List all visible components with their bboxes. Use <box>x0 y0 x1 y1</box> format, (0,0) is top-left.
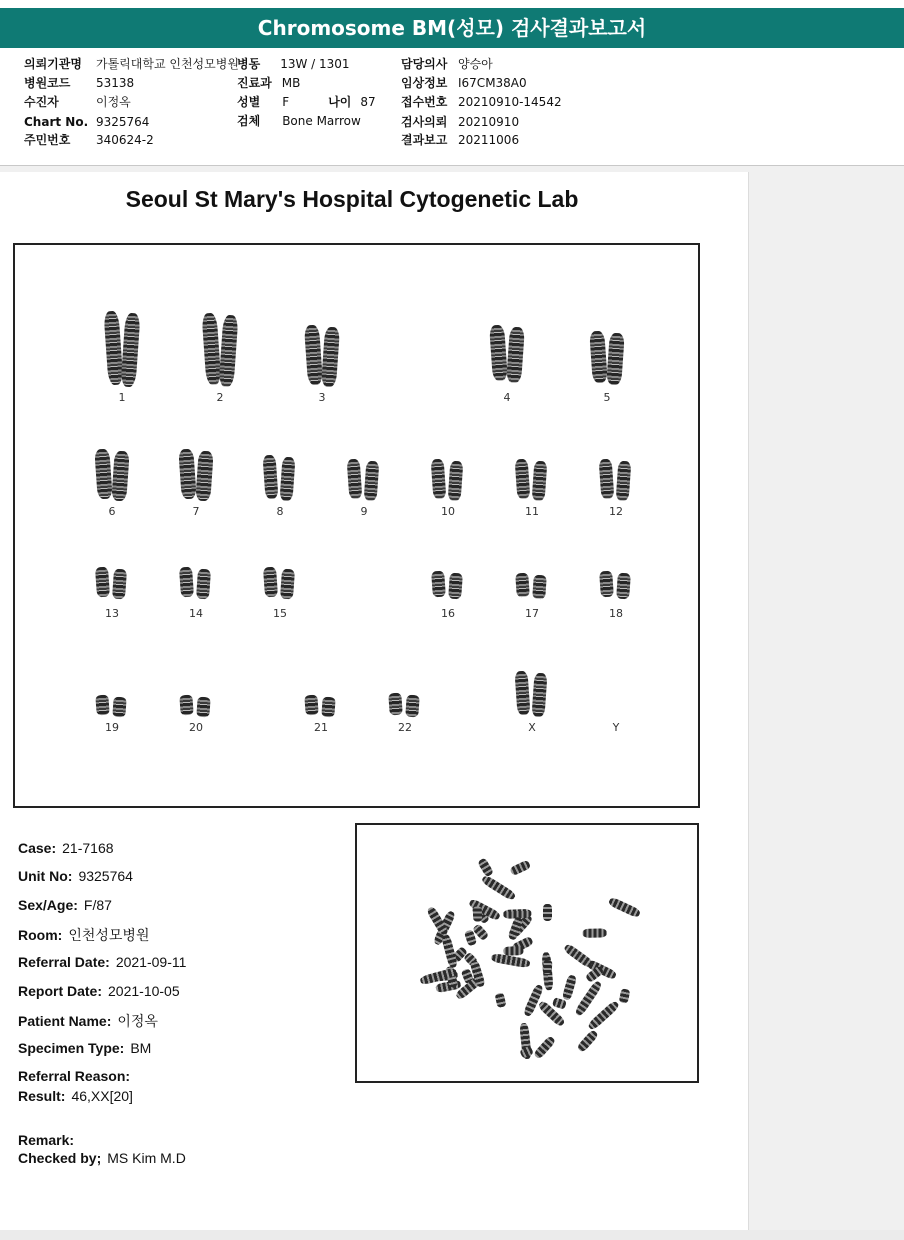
report-field-value: BM <box>130 1040 152 1056</box>
chromosome-label: 5 <box>603 391 611 404</box>
header-value: I67CM38A0 <box>458 76 527 90</box>
header-value: 20210910 <box>458 115 520 129</box>
metaphase-chromosome <box>573 979 602 1016</box>
chromosome <box>532 575 547 600</box>
report-field-value: 인천성모병원 <box>68 927 150 943</box>
report-field-value: 2021-10-05 <box>108 983 180 999</box>
chromosome <box>179 695 193 716</box>
metaphase-chromosome <box>522 984 544 1018</box>
chromosome-label: 22 <box>398 721 412 734</box>
chromosome-pair-22 <box>387 693 423 717</box>
report-field-value: F/87 <box>83 897 112 913</box>
chromosome-pair-15 <box>262 567 298 599</box>
chromosome <box>347 459 363 500</box>
chromosome-pair-13 <box>94 567 130 599</box>
chromosome <box>388 693 403 716</box>
metaphase-chromosome <box>495 992 507 1008</box>
chromosome-label: X <box>528 721 536 734</box>
header-value: F <box>282 95 290 109</box>
report-field <box>18 1011 158 1031</box>
chromosome <box>279 457 295 502</box>
chromosome-label: 3 <box>318 391 326 404</box>
header-value: 20211006 <box>458 133 520 147</box>
chromosome-pair-21 <box>303 695 339 717</box>
metaphase-chromosome <box>542 960 552 975</box>
metaphase-image <box>355 823 699 1083</box>
top-strip <box>0 0 904 8</box>
chromosome <box>179 567 194 598</box>
chromosome-label: Y <box>612 721 620 734</box>
report-field-label: Remark: <box>18 1132 75 1148</box>
chromosome <box>304 325 323 386</box>
header-report-date <box>401 131 519 149</box>
report-field-label: Room: <box>18 927 63 943</box>
chromosome-pair-X <box>514 671 550 717</box>
chromosome-pair-16 <box>430 571 466 599</box>
header-label: 병동 <box>237 57 261 71</box>
report-field-label: Case: <box>18 840 57 856</box>
report-field-label: Sex/Age: <box>18 897 78 913</box>
chromosome-label: 17 <box>525 607 539 620</box>
report-field <box>18 925 149 945</box>
report-field <box>18 897 112 913</box>
metaphase-chromosome <box>608 896 642 918</box>
header-value: Bone Marrow <box>282 114 361 128</box>
page-title: Chromosome BM(성모) 검사결과보고서 <box>0 8 904 48</box>
chromosome-pair-10 <box>430 459 466 501</box>
report-field-label: Report Date: <box>18 983 103 999</box>
chromosome-label: 19 <box>105 721 119 734</box>
chromosome-label: 2 <box>216 391 224 404</box>
metaphase-chromosome <box>473 907 483 922</box>
report-field <box>18 1150 186 1166</box>
chromosome <box>589 331 608 384</box>
chromosome <box>263 567 278 598</box>
chromosome <box>95 567 110 598</box>
header-value: MB <box>281 76 301 90</box>
chromosome-pair-5 <box>589 331 625 385</box>
chromosome <box>112 697 126 718</box>
chromosome <box>94 449 112 500</box>
chromosome-label: 15 <box>273 607 287 620</box>
header-label: 결과보고 <box>401 133 448 147</box>
chromosome-label: 13 <box>105 607 119 620</box>
chromosome <box>515 573 530 598</box>
chromosome-label: 6 <box>108 505 116 518</box>
chromosome <box>616 461 632 502</box>
chromosome <box>112 569 127 600</box>
header-value: 9325764 <box>96 115 150 129</box>
chromosome <box>599 459 615 500</box>
header-label: 검사의뢰 <box>401 115 448 129</box>
metaphase-chromosome <box>576 1029 599 1053</box>
chromosome <box>304 695 318 716</box>
bottom-strip <box>0 1230 904 1240</box>
header-value: 13W / 1301 <box>280 57 350 71</box>
report-field-label: Unit No: <box>18 868 73 884</box>
report-field <box>18 954 186 970</box>
header-accession-no <box>401 93 562 111</box>
chromosome-pair-19 <box>94 695 130 717</box>
chromosome-label: 4 <box>503 391 511 404</box>
metaphase-chromosome <box>583 929 607 938</box>
chromosome-pair-14 <box>178 567 214 599</box>
metaphase-chromosome <box>562 974 577 1000</box>
header-sex-age <box>237 93 376 111</box>
header-info <box>0 48 904 166</box>
report-field <box>18 840 114 856</box>
header-label: 수진자 <box>24 95 59 109</box>
report-field-label: Result: <box>18 1088 66 1104</box>
chromosome-label: 21 <box>314 721 328 734</box>
chromosome <box>196 697 210 718</box>
chromosome <box>196 569 211 600</box>
chromosome <box>321 327 340 388</box>
chromosome <box>431 571 446 598</box>
chromosome <box>599 571 614 598</box>
chromosome <box>120 313 140 388</box>
header-doctor <box>401 55 493 73</box>
header-patient <box>24 93 131 111</box>
header-label: 병원코드 <box>24 76 71 90</box>
header-label: 의뢰기관명 <box>24 57 82 71</box>
chromosome-label: 9 <box>360 505 368 518</box>
header-resident-no <box>24 131 154 149</box>
report-field <box>18 983 180 999</box>
header-value: 가톨릭대학교 인천성모병원 <box>96 57 239 71</box>
chromosome <box>448 573 463 600</box>
metaphase-chromosome <box>504 946 524 956</box>
lab-title: Seoul St Mary's Hospital Cytogenetic Lab <box>125 186 579 212</box>
report-field-value: 2021-09-11 <box>115 954 187 970</box>
chromosome-pair-8 <box>262 455 298 501</box>
chromosome-pair-3 <box>304 325 340 387</box>
chromosome-pair-6 <box>94 449 130 501</box>
chromosome-pair-20 <box>178 695 214 717</box>
report-field-label: Checked by; <box>18 1150 102 1166</box>
chromosome-label: 11 <box>525 505 539 518</box>
header-value: 87 <box>360 95 376 109</box>
header-clinical-info <box>401 74 527 92</box>
chromosome-label: 20 <box>189 721 203 734</box>
header-value: 양승아 <box>458 57 493 71</box>
report-field-value: 9325764 <box>78 868 133 884</box>
header-label: Chart No. <box>24 115 89 129</box>
header-label: 접수번호 <box>401 95 448 109</box>
report-field-value: MS Kim M.D <box>107 1150 186 1166</box>
chromosome-pair-4 <box>489 325 525 383</box>
header-label: 임상정보 <box>401 76 448 90</box>
chromosome <box>195 451 213 502</box>
chromosome <box>514 671 530 716</box>
header-label: 검체 <box>237 114 261 128</box>
chromosome <box>448 461 464 502</box>
header-ward <box>237 55 350 73</box>
karyogram <box>13 243 700 808</box>
chromosome <box>431 459 447 500</box>
header-chart-no <box>24 113 149 131</box>
chromosome-pair-18 <box>598 571 634 599</box>
chromosome-pair-17 <box>514 573 550 599</box>
header-value: 53138 <box>96 76 135 90</box>
chromosome <box>531 673 547 718</box>
chromosome <box>364 461 380 502</box>
metaphase-chromosome <box>510 860 531 876</box>
header-value: 340624-2 <box>96 133 154 147</box>
chromosome <box>606 333 625 386</box>
chromosome <box>111 451 129 502</box>
report-field <box>18 1040 151 1056</box>
chromosome <box>506 327 525 384</box>
header-value: 이정옥 <box>96 95 131 109</box>
chromosome-pair-9 <box>346 459 382 501</box>
report-field-label: Patient Name: <box>18 1013 112 1029</box>
chromosome-pair-2 <box>202 313 238 387</box>
metaphase-chromosome <box>618 988 630 1004</box>
chromosome <box>515 459 531 500</box>
chromosome-label: 12 <box>609 505 623 518</box>
chromosome-label: 16 <box>441 607 455 620</box>
chromosome <box>321 697 335 718</box>
header-dept <box>237 74 300 92</box>
chromosome-label: 14 <box>189 607 203 620</box>
chromosome-label: 18 <box>609 607 623 620</box>
metaphase-chromosome <box>586 1000 620 1032</box>
chromosome <box>532 461 548 502</box>
header-institution <box>24 55 239 73</box>
report-field <box>18 1068 130 1084</box>
chromosome-label: 10 <box>441 505 455 518</box>
header-hospital-code <box>24 74 134 92</box>
report-field-value: 46,XX[20] <box>71 1088 133 1104</box>
chromosome <box>262 455 278 500</box>
header-label: 성별 <box>237 95 261 109</box>
metaphase-chromosome <box>563 943 594 969</box>
report-field-label: Referral Date: <box>18 954 110 970</box>
chromosome <box>489 325 508 382</box>
header-label: 나이 <box>328 95 352 109</box>
chromosome <box>178 449 196 500</box>
report-field-value: 21-7168 <box>62 840 114 856</box>
report-field <box>18 1088 133 1104</box>
chromosome-label: 1 <box>118 391 126 404</box>
chromosome-pair-1 <box>104 311 140 387</box>
chromosome-pair-11 <box>514 459 550 501</box>
header-label: 주민번호 <box>24 133 71 147</box>
report-field-label: Specimen Type: <box>18 1040 125 1056</box>
metaphase-chromosome <box>543 904 552 921</box>
report-field-label: Referral Reason: <box>18 1068 131 1084</box>
header-value: 20210910-14542 <box>458 95 562 109</box>
chromosome-pair-7 <box>178 449 214 501</box>
metaphase-chromosome <box>481 873 517 900</box>
chromosome-label: 8 <box>276 505 284 518</box>
chromosome <box>405 695 420 718</box>
chromosome <box>219 315 239 388</box>
chromosome <box>280 569 295 600</box>
report-field-value: 이정옥 <box>117 1013 158 1029</box>
metaphase-chromosome <box>477 857 494 877</box>
header-specimen <box>237 112 361 130</box>
metaphase-chromosome <box>533 1036 557 1061</box>
chromosome-pair-12 <box>598 459 634 501</box>
report-field <box>18 868 133 884</box>
header-label: 담당의사 <box>401 57 448 71</box>
report-field <box>18 1132 74 1148</box>
chromosome <box>95 695 109 716</box>
header-label: 진료과 <box>237 76 272 90</box>
chromosome-label: 7 <box>192 505 200 518</box>
header-request-date <box>401 113 519 131</box>
chromosome <box>616 573 631 600</box>
